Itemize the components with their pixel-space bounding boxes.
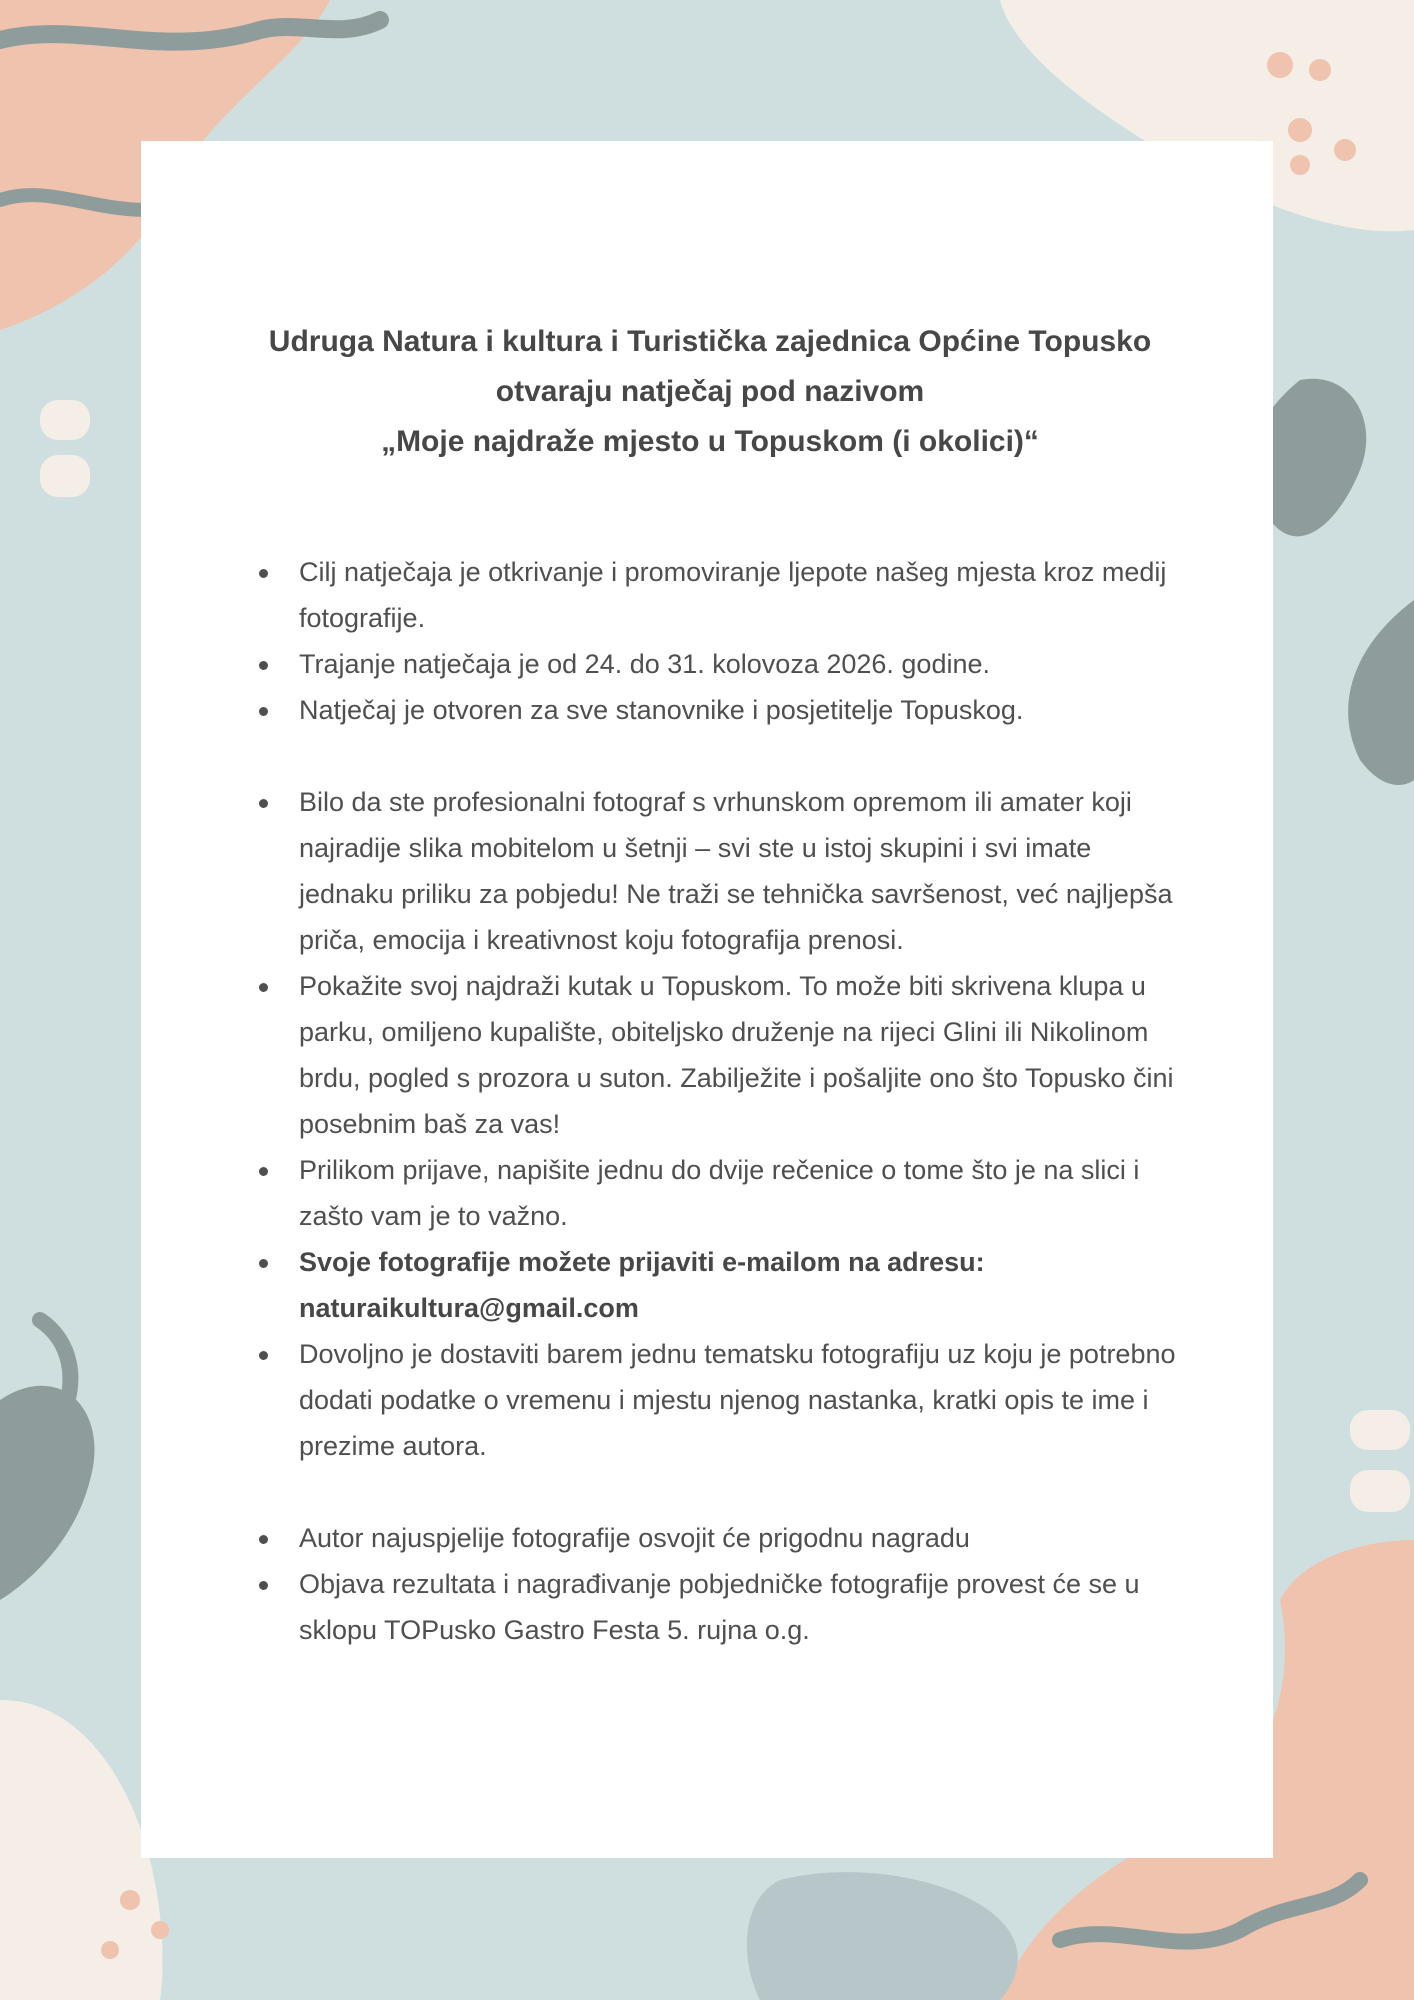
list-item: Pokažite svoj najdraži kutak u Topuskom. To može biti skrivena klupa u parku, omiljeno kupalište, obiteljsko druženje na rijeci Glini ili Nikolinom brdu, pogled s prozora u suton. Zabilježite i pošaljite ono što Topusko čini posebnim baš za vas!	[239, 963, 1181, 1147]
list-item: Objava rezultata i nagrađivanje pobjedničke fotografije provest će se u sklopu TOPusko Gastro Festa 5. rujna o.g.	[239, 1561, 1181, 1653]
list-item: Trajanje natječaja je od 24. do 31. kolovoza 2026. godine.	[239, 641, 1181, 687]
list-item: Autor najuspjelije fotografije osvojit će prigodnu nagradu	[239, 1515, 1181, 1561]
list-item: Prilikom prijave, napišite jednu do dvije rečenice o tome što je na slici i zašto vam je to važno.	[239, 1147, 1181, 1239]
list-item-email: Svoje fotografije možete prijaviti e-mailom na adresu: naturaikultura@gmail.com	[239, 1239, 1181, 1331]
list-item: Cilj natječaja je otkrivanje i promoviranje ljepote našeg mjesta kroz medij fotografije.	[239, 549, 1181, 641]
list-item: Natječaj je otvoren za sve stanovnike i posjetitelje Topuskog.	[239, 687, 1181, 733]
heading-line-2: otvaraju natječaj pod nazivom	[495, 375, 925, 408]
list-item: Bilo da ste profesionalni fotograf s vrhunskom opremom ili amater koji najradije slika mobitelom u šetnji – svi ste u istoj skupini i svi imate jednaku priliku za pobjedu! Ne traži se tehnička savršenost, već najljepša priča, emocija i kreativnost koju fotografija prenosi.	[239, 779, 1181, 963]
announcement-card	[141, 141, 1273, 1858]
announcement-heading	[239, 317, 1181, 467]
list-item: Dovoljno je dostaviti barem jednu tematsku fotografiju uz koju je potrebno dodati podatke o vremenu i mjestu njenog nastanka, kratki opis te ime i prezime autora.	[239, 1331, 1181, 1469]
bullet-list-general	[239, 549, 1181, 733]
heading-line-1: Udruga Natura i kultura i Turistička zajednica Općine Topusko	[268, 325, 1152, 358]
bullet-list-rules	[239, 779, 1181, 1469]
heading-line-3: „Moje najdraže mjesto u Topuskom (i okolici)“	[381, 425, 1039, 458]
bullet-list-prize	[239, 1515, 1181, 1653]
